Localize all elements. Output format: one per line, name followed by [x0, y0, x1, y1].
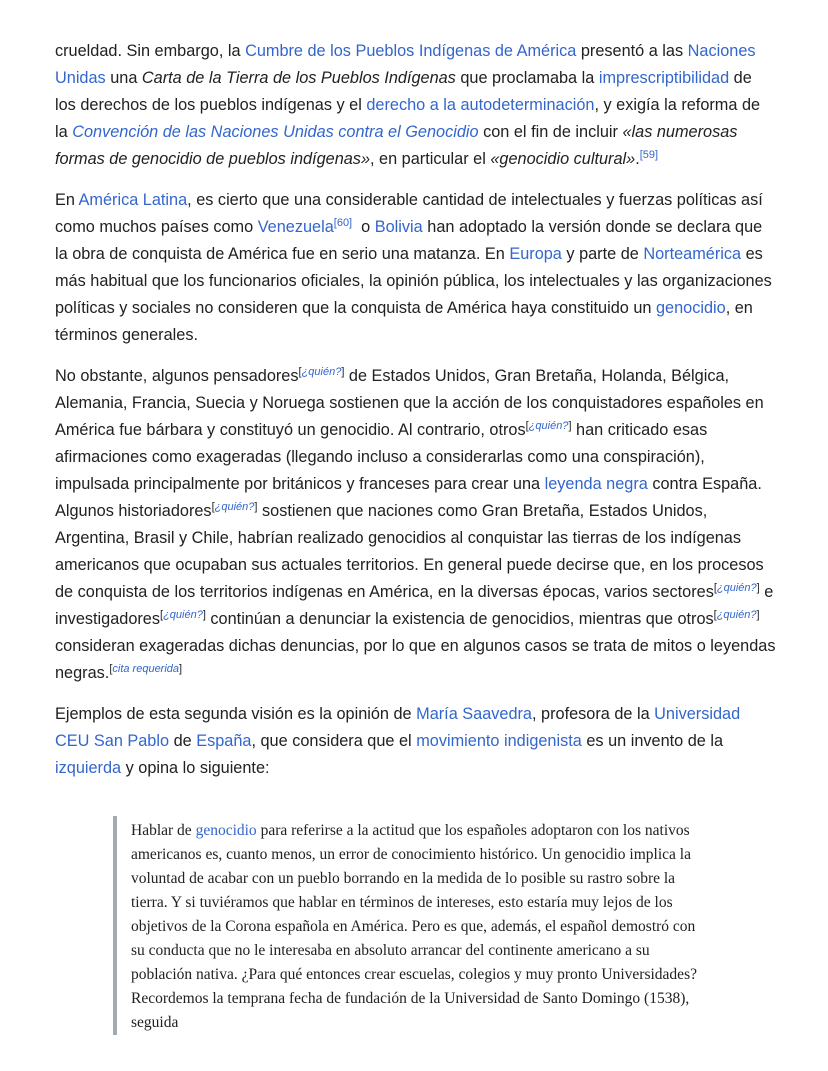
- text: , que considera que el: [251, 732, 417, 750]
- text: e investigadores: [55, 583, 774, 628]
- quien-tag: [¿quién?]: [713, 582, 760, 594]
- paragraph-4: [55, 701, 777, 782]
- reference-60-link[interactable]: [60]: [333, 217, 353, 229]
- cita-requerida-link[interactable]: cita requerida: [112, 663, 180, 675]
- link-europa[interactable]: Europa: [509, 245, 562, 263]
- text: de Estados Unidos, Gran Bretaña, Holanda, Bélgica, Alemania, Francia, Suecia y Noruega sostienen que la acción de los conquistadores españoles en América fue bárbara y constituyó un genocidio. Al contrario, otros: [55, 367, 764, 439]
- text: que proclamaba la: [455, 69, 599, 87]
- link-bolivia[interactable]: Bolivia: [374, 218, 423, 236]
- link-naciones-unidas[interactable]: Naciones Unidas: [55, 42, 756, 87]
- text: y parte de: [561, 245, 644, 263]
- link-america-latina[interactable]: América Latina: [78, 191, 188, 209]
- text: presentó a las: [576, 42, 688, 60]
- link-derecho-autodeterminacion[interactable]: derecho a la autodeterminación: [366, 96, 595, 114]
- text: , en términos generales.: [55, 299, 753, 344]
- text: para referirse a la actitud que los españoles adoptaron con los nativos americanos es, cuanto menos, un error de conocimiento histórico. Un genocidio implica la voluntad de acabar con un pueblo borrando en la medida de lo posible su rastro sobre la tierra. Y si tuviéramos que hablar en términos de intereses, esto estaría muy lejos de los objetivos de la Corona española en América. Pero es que, además, el español demostró con su conducta que no le interesaba en absoluto arrancar del continente americano a su población nativa. ¿Para qué entonces crear escuelas, colegios y muy pronto Universidades? Recordemos la temprana fecha de fundación de la Universidad de Santo Domingo (1538), seguida: [131, 822, 697, 1031]
- quien-tag: [¿quién?]: [298, 366, 345, 378]
- paragraph-1: [55, 38, 777, 173]
- text: han criticado esas afirmaciones como exageradas (llegando incluso a considerarlas como una conspiración), impulsada principalmente por británicos y franceses para crear una: [55, 421, 708, 493]
- link-genocidio[interactable]: genocidio: [655, 299, 726, 317]
- link-maria-saavedra[interactable]: María Saavedra: [416, 705, 532, 723]
- text: de los derechos de los pueblos indígenas y el: [55, 69, 752, 114]
- link-imprescriptibilidad[interactable]: imprescriptibilidad: [598, 69, 730, 87]
- text: , y exigía la reforma de la: [55, 96, 761, 141]
- text: o: [352, 218, 375, 236]
- text: de: [169, 732, 197, 750]
- text: , en particular el: [370, 150, 491, 168]
- text: .: [635, 150, 640, 168]
- text: No obstante, algunos pensadores: [55, 367, 299, 385]
- text: una: [105, 69, 142, 87]
- text: es más habitual que los funcionarios oficiales, la opinión pública, los intelectuales y las organizaciones políticas y sociales no consideren que la conquista de América haya constituido un: [55, 245, 772, 317]
- article-content: [55, 38, 777, 1035]
- text: , es cierto que una considerable cantidad de intelectuales y fuerzas políticas así como muchos países como: [55, 191, 763, 236]
- quien-tag: [¿quién?]: [211, 501, 258, 513]
- link-cumbre-pueblos-indigenas[interactable]: Cumbre de los Pueblos Indígenas de América: [245, 42, 577, 60]
- link-convencion-genocidio[interactable]: Convención de las Naciones Unidas contra el Genocidio: [72, 123, 479, 141]
- link-universidad-ceu-san-pablo[interactable]: Universidad CEU San Pablo: [55, 705, 741, 750]
- link-genocidio-quote[interactable]: genocidio: [195, 822, 257, 839]
- italic-carta-tierra: Carta de la Tierra de los Pueblos Indígenas: [141, 69, 456, 87]
- reference-59-link[interactable]: [59]: [639, 149, 659, 161]
- quien-tag: [¿quién?]: [160, 609, 206, 621]
- text: sostienen que naciones como Gran Bretaña, Estados Unidos, Argentina, Brasil y Chile, habrían realizado genocidios al conquistar las tierras de los indígenas americanos que ocupaban sus actuales territorios. En general puede decirse que, en los procesos de conquista de los territorios indígenas en América, en la diversas épocas, varios sectores: [55, 502, 764, 601]
- text: Hablar de: [131, 822, 196, 839]
- quien-link[interactable]: ¿quién?: [163, 609, 203, 621]
- paragraph-3: [55, 363, 777, 687]
- text: continúan a denunciar la existencia de genocidios, mientras que otros: [205, 610, 714, 628]
- text: Ejemplos de esta segunda visión es la opinión de: [55, 705, 417, 723]
- text: , profesora de la: [531, 705, 655, 723]
- text: En: [55, 191, 79, 209]
- italic-quote-formas-genocidio: «las numerosas formas de genocidio de pueblos indígenas»: [55, 123, 738, 168]
- link-movimiento-indigenista[interactable]: movimiento indigenista: [416, 732, 582, 750]
- quien-tag: [¿quién?]: [713, 609, 760, 621]
- text: contra España. Algunos historiadores: [55, 475, 762, 520]
- cita-requerida-tag: [cita requerida]: [109, 663, 183, 675]
- quien-link[interactable]: ¿quién?: [301, 366, 342, 378]
- text: con el fin de incluir: [478, 123, 623, 141]
- quien-link[interactable]: ¿quién?: [716, 609, 757, 621]
- paragraph-2: [55, 187, 777, 349]
- reference-60: [334, 217, 352, 229]
- link-venezuela[interactable]: Venezuela: [257, 218, 334, 236]
- reference-59: [640, 149, 658, 161]
- link-norteamerica[interactable]: Norteamérica: [643, 245, 742, 263]
- quien-tag: [¿quién?]: [525, 420, 572, 432]
- text: consideran exageradas dichas denuncias, por lo que en algunos casos se trata de mitos o leyendas negras.: [55, 637, 776, 682]
- quien-link[interactable]: ¿quién?: [214, 501, 255, 513]
- link-espana[interactable]: España: [196, 732, 252, 750]
- text: crueldad. Sin embargo, la: [55, 42, 246, 60]
- quien-link[interactable]: ¿quién?: [716, 582, 757, 594]
- quien-link[interactable]: ¿quién?: [528, 420, 569, 432]
- text: y opina lo siguiente:: [121, 759, 270, 777]
- italic-genocidio-cultural: «genocidio cultural»: [490, 150, 636, 168]
- text: han adoptado la versión donde se declara que la obra de conquista de América fue en serio una matanza. En: [55, 218, 763, 263]
- link-leyenda-negra[interactable]: leyenda negra: [544, 475, 648, 493]
- text: es un invento de la: [581, 732, 724, 750]
- link-izquierda[interactable]: izquierda: [55, 759, 122, 777]
- blockquote: [113, 816, 711, 1035]
